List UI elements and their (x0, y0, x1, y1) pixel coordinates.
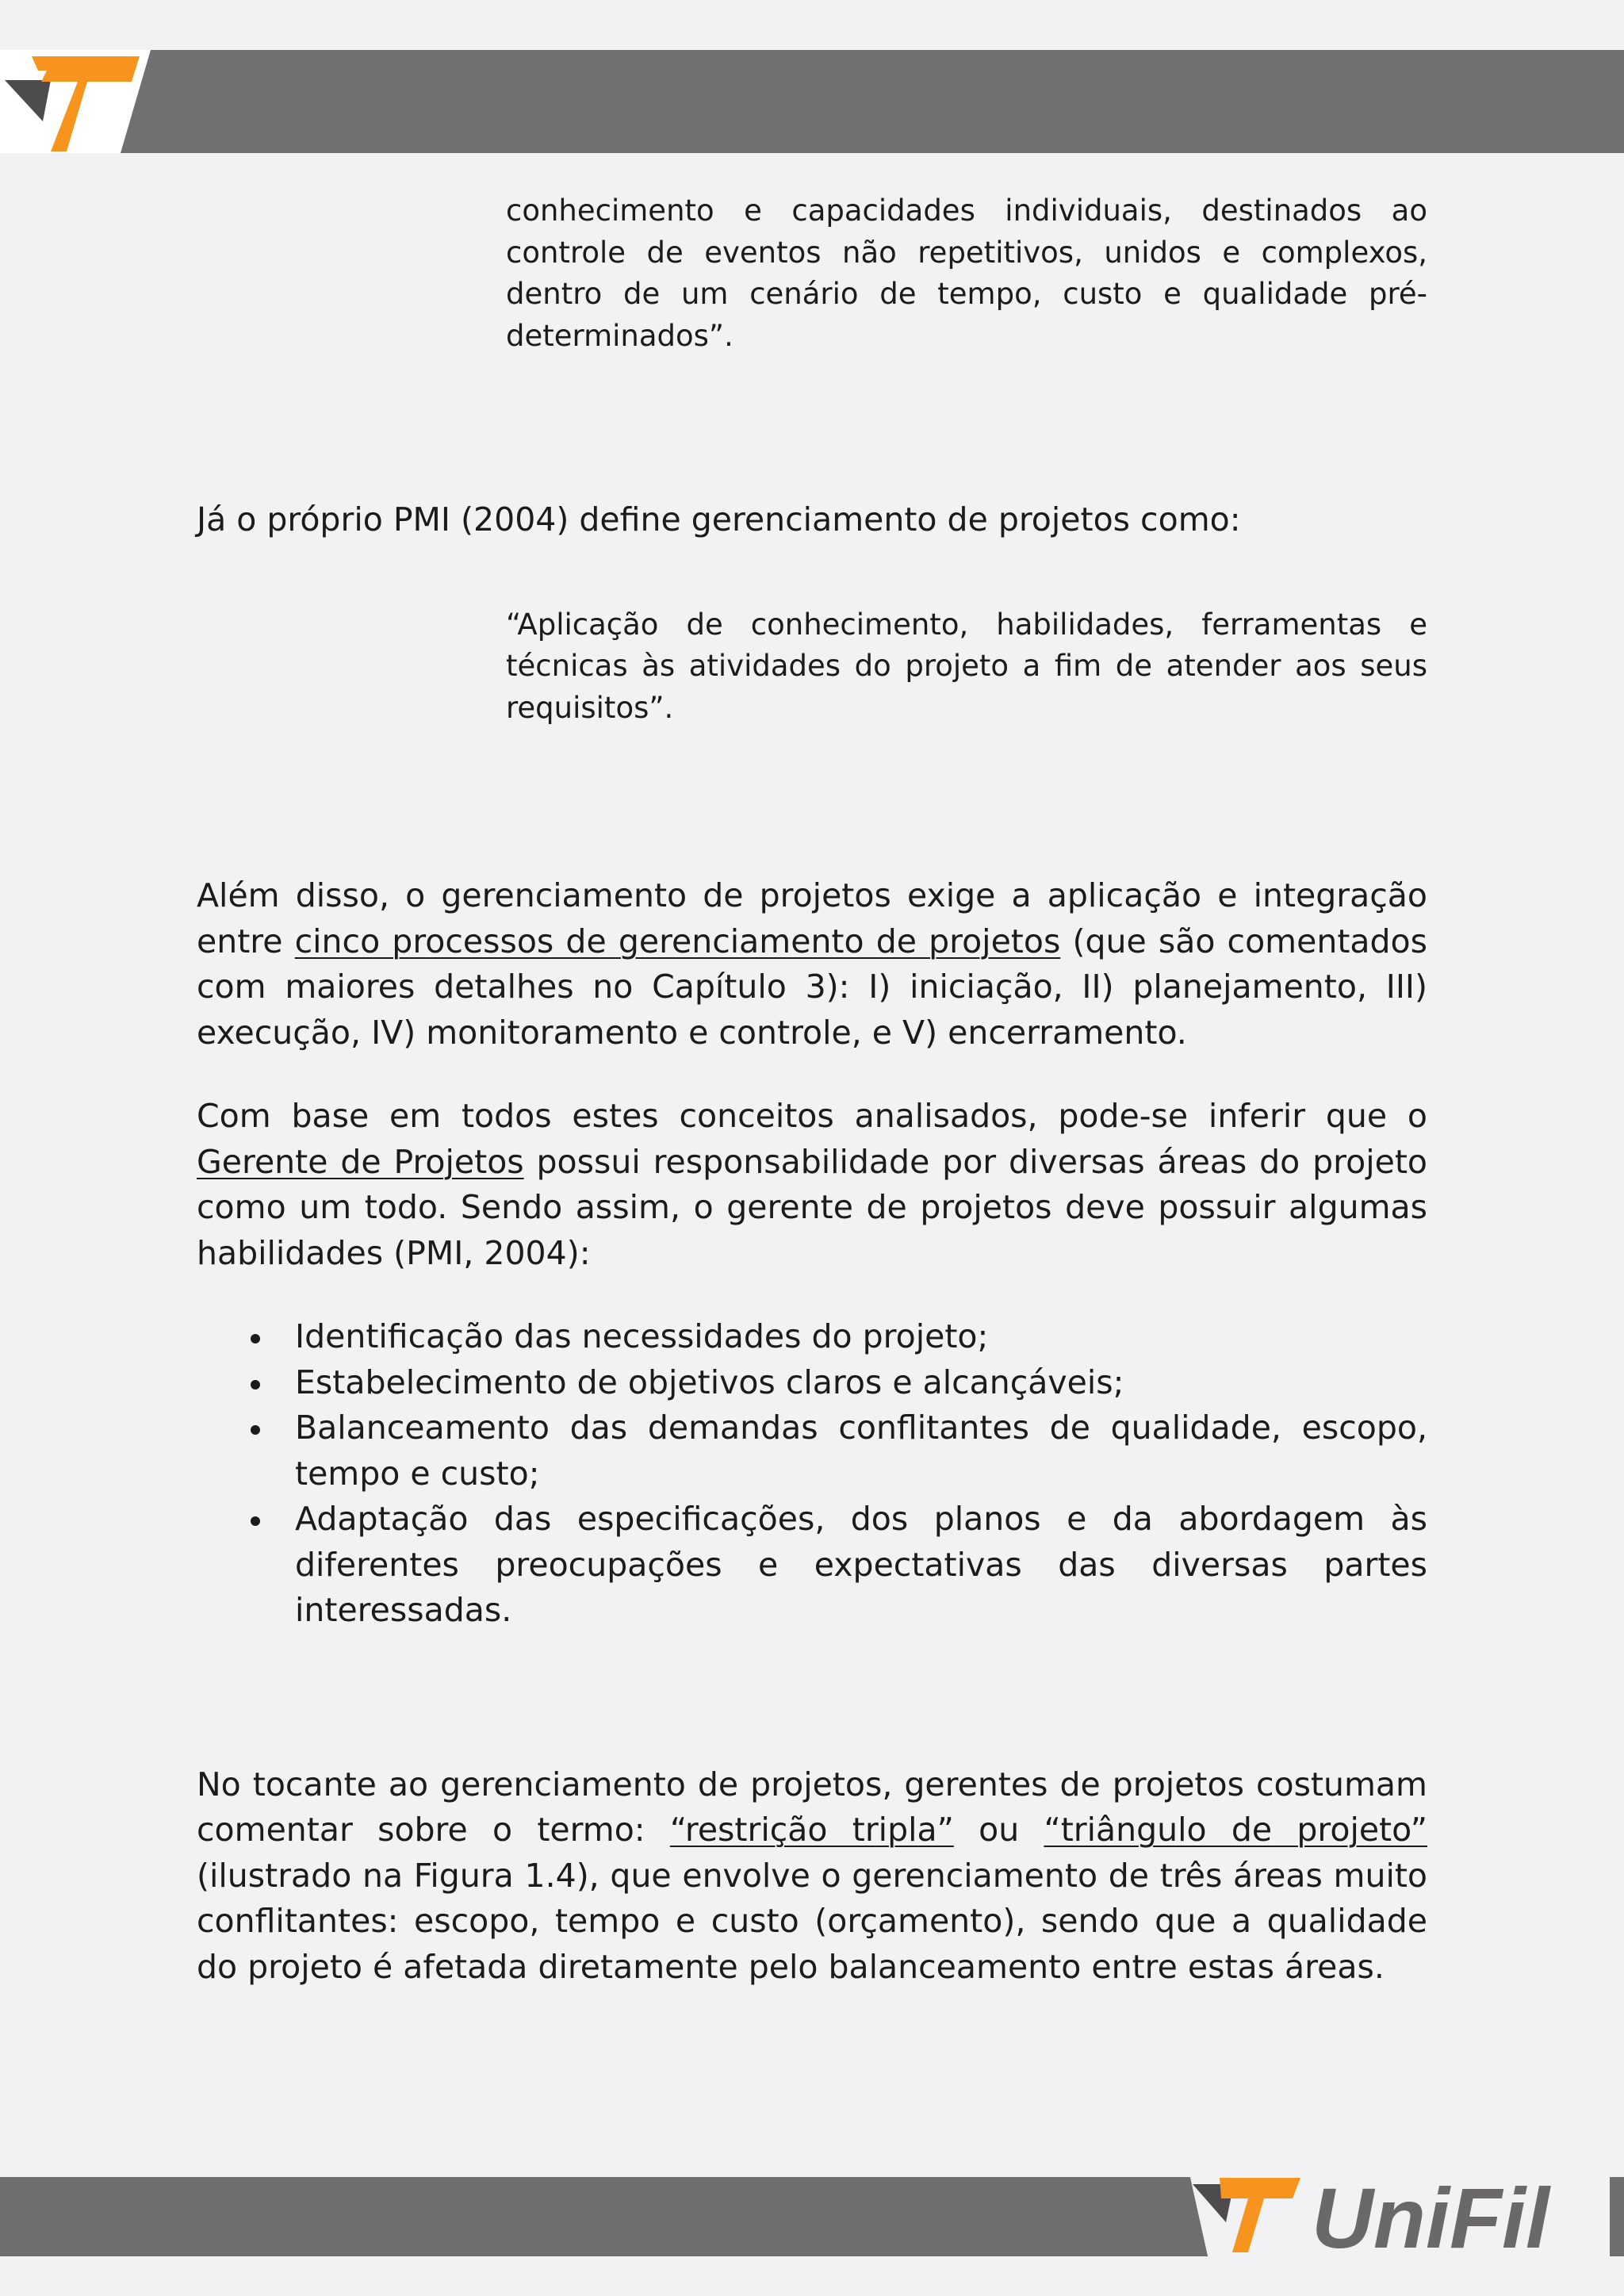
paragraph-triple-constraint (197, 1762, 1427, 1991)
block-quote-definition: conhecimento e capacidades individuais, destinados ao controle de eventos não repetitivos, unidos e complexos, dentro de um cenário de tempo, custo e qualidade pré-determinados”. (506, 194, 1427, 353)
paragraph-processes (197, 873, 1427, 1056)
link-cinco-processos[interactable]: cinco processos de gerenciamento de projetos (294, 922, 1061, 960)
list-item (197, 1497, 1427, 1634)
list-item (197, 1405, 1427, 1497)
page-content (197, 190, 1427, 1990)
list-item-text: Estabelecimento de objetivos claros e alcançáveis; (295, 1363, 1124, 1401)
paragraph-text: (ilustrado na Figura 1.4), que envolve o gerenciamento de três áreas muito conflitantes: escopo, tempo e custo (orçamento), sendo que a qualidade do projeto é afetada diretamente pelo balanceamento entre estas áreas. (197, 1856, 1427, 1986)
link-restricao-tripla[interactable]: “restrição tripla” (669, 1811, 954, 1849)
footer-logo-text: UniFil (1312, 2170, 1549, 2266)
list-item (197, 1314, 1427, 1360)
paragraph-text: Com base em todos estes conceitos analisados, pode-se inferir que o (197, 1097, 1427, 1135)
header-band (0, 50, 1624, 153)
paragraph-pmi-intro: Já o próprio PMI (2004) define gerenciamento de projetos como: (197, 500, 1241, 539)
bullet-icon (251, 1516, 260, 1526)
list-item-text: Adaptação das especificações, dos planos e da abordagem às diferentes preocupações e expectativas das diversas partes interessadas. (295, 1500, 1427, 1629)
paragraph-text: possui responsabilidade por diversas áreas do projeto como um todo. Sendo assim, o gerente de projetos deve possuir algumas habilidades (PMI, 2004): (197, 1142, 1427, 1272)
link-gerente-de-projetos[interactable]: Gerente de Projetos (197, 1142, 524, 1181)
list-item (197, 1360, 1427, 1406)
footer-logo (1182, 2167, 1610, 2267)
header-logo (0, 50, 182, 153)
paragraph-text: ou (953, 1811, 1044, 1849)
paragraph-text: No tocante ao gerenciamento de projetos, gerentes de projetos costumam comentar sobre o termo: (197, 1765, 1427, 1849)
skills-list (197, 1314, 1427, 1634)
paragraph-text: Além disso, o gerenciamento de projetos exige a aplicação e integração entre (197, 876, 1427, 960)
list-item-text: Identificação das necessidades do projeto; (295, 1317, 989, 1355)
bullet-icon (251, 1334, 260, 1343)
link-triangulo-de-projeto[interactable]: “triângulo de projeto” (1044, 1811, 1427, 1849)
block-quote-pmi: “Aplicação de conhecimento, habilidades, ferramentas e técnicas às atividades do projeto a fim de atender aos seus requisitos”. (506, 607, 1427, 725)
bullet-icon (251, 1380, 260, 1389)
bullet-icon (251, 1425, 260, 1435)
paragraph-text: (que são comentados com maiores detalhes no Capítulo 3): I) iniciação, II) planejamento, III) execução, IV) monitoramento e controle, e V) encerramento. (197, 922, 1427, 1052)
list-item-text: Balanceamento das demandas conflitantes de qualidade, escopo, tempo e custo; (295, 1409, 1427, 1493)
paragraph-manager (197, 1094, 1427, 1276)
